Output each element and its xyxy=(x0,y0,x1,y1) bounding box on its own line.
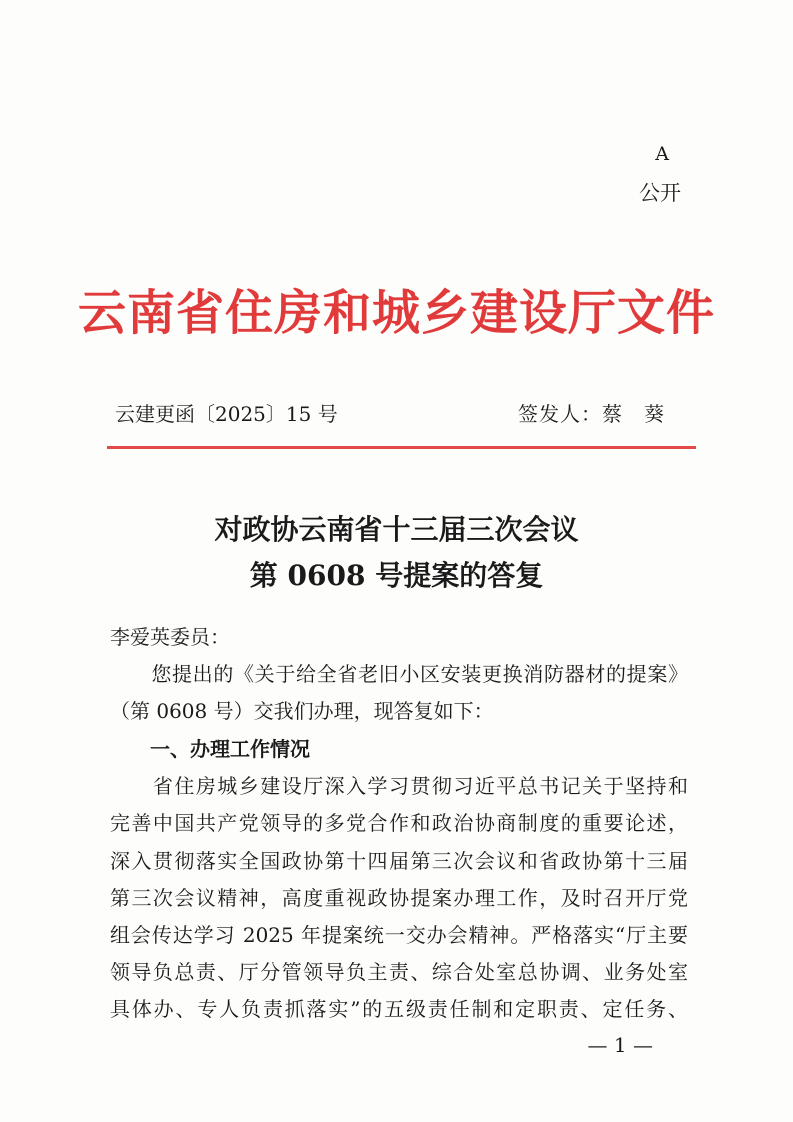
red-divider-line xyxy=(107,446,696,449)
body-line: 完善中国共产党领导的多党合作和政治协商制度的重要论述， xyxy=(110,811,688,835)
body-line: 省住房城乡建设厅深入学习贯彻习近平总书记关于坚持和 xyxy=(110,774,688,798)
page-number: — 1 — xyxy=(587,1033,653,1057)
body-line: 具体办、专人负责抓落实”的五级责任制和定职责、定任务、 xyxy=(110,997,688,1021)
classification-level: A xyxy=(655,143,669,165)
section-heading: 一、办理工作情况 xyxy=(110,737,310,761)
body-line: 您提出的《关于给全省老旧小区安装更换消防器材的提案》 xyxy=(110,662,688,686)
body-line: 深入贯彻落实全国政协第十四届第三次会议和省政协第十三届 xyxy=(110,849,688,873)
body-line: 组会传达学习 2025 年提案统一交办会精神。严格落实“厅主要 xyxy=(110,923,688,947)
body-line: 第三次会议精神，高度重视政协提案办理工作，及时召开厅党 xyxy=(110,886,688,910)
document-number: 云建更函〔2025〕15 号 xyxy=(115,402,338,426)
issuing-organization-title: 云南省住房和城乡建设厅文件 xyxy=(77,285,715,341)
body-line: （第 0608 号）交我们办理，现答复如下： xyxy=(110,699,494,723)
body-line: 领导负总责、厅分管领导负主责、综合处室总协调、业务处室 xyxy=(110,960,688,984)
issuer-signature: 签发人：蔡 葵 xyxy=(518,402,665,426)
reply-title-line-1: 对政协云南省十三届三次会议 xyxy=(214,513,579,546)
salutation: 李爱英委员： xyxy=(110,625,230,649)
reply-title-line-2: 第 0608 号提案的答复 xyxy=(249,559,544,592)
openness-label: 公开 xyxy=(639,181,681,205)
